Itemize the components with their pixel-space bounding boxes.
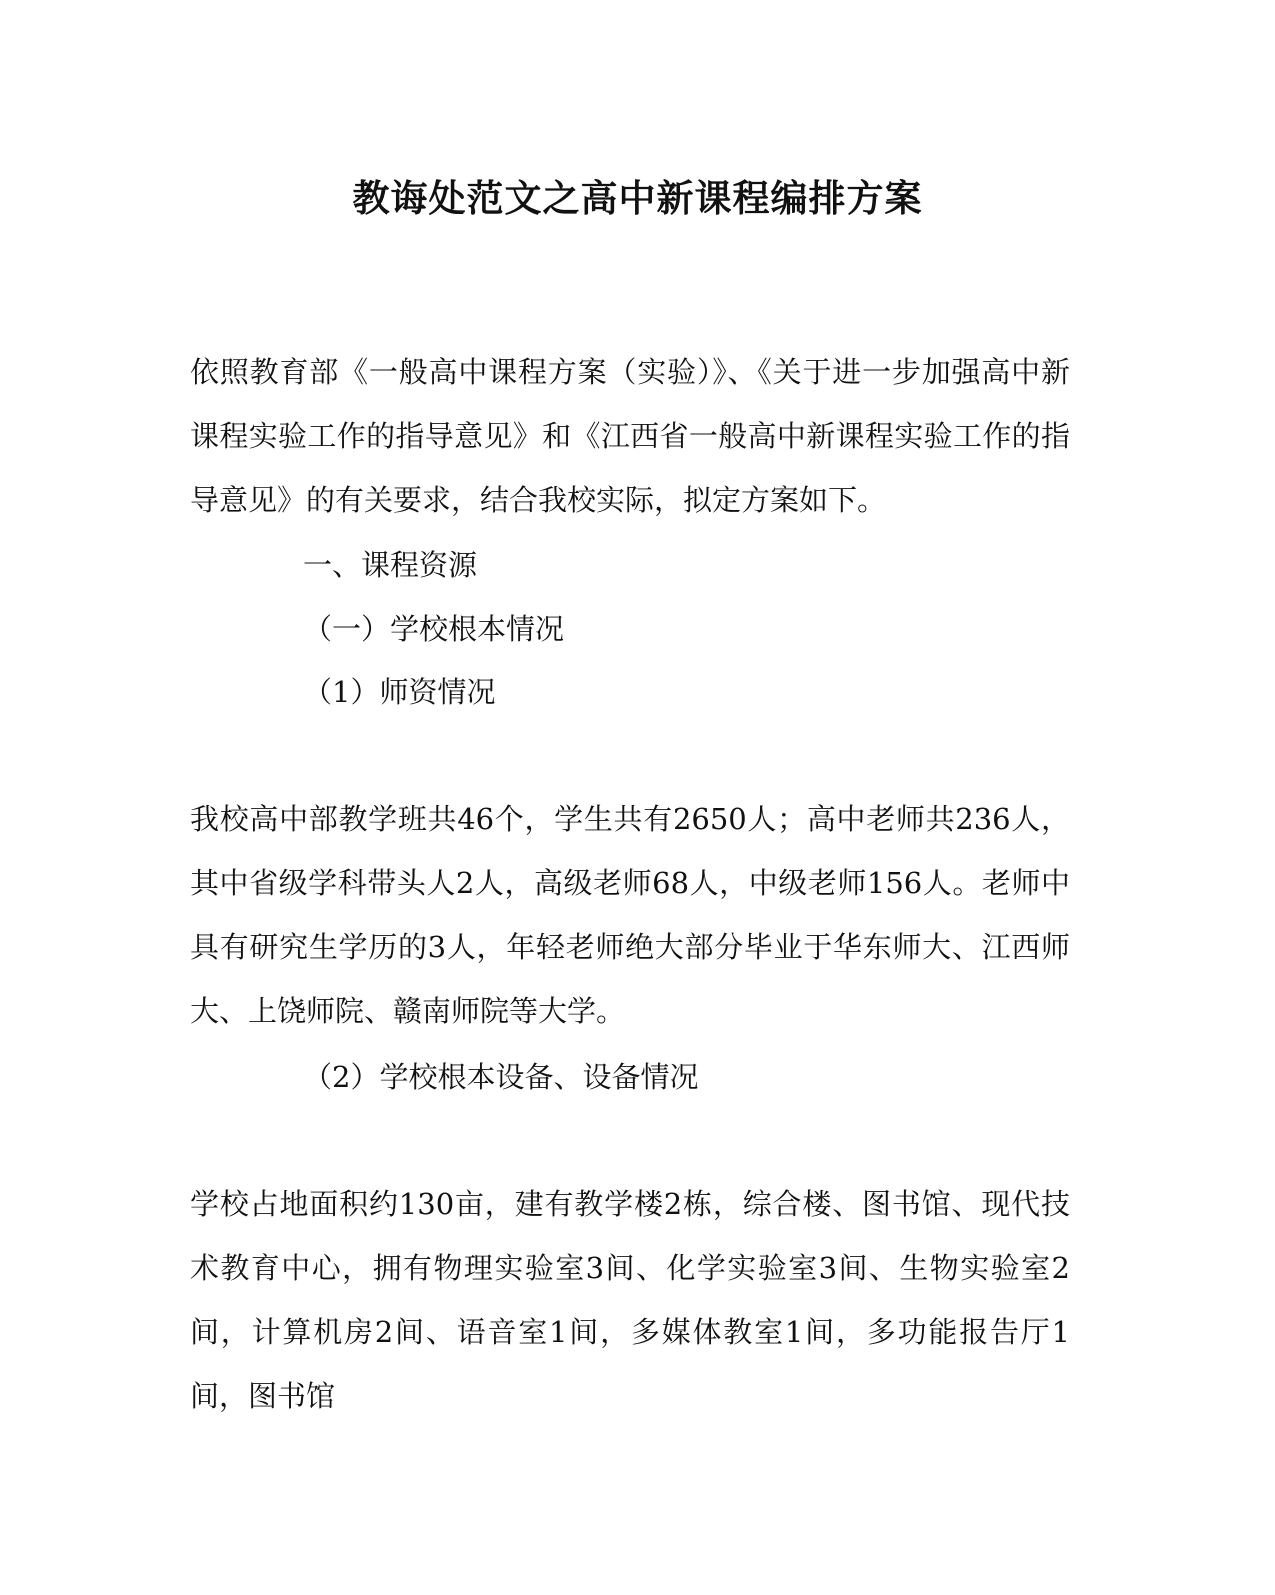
item-heading-teachers: （1）师资情况: [303, 675, 496, 709]
subsection-heading-school-basics: （一）学校根本情况: [303, 612, 565, 646]
section-heading-course-resources: 一、课程资源: [303, 548, 478, 582]
intro-paragraph: 依照教育部《一般高中课程方案（实验）》、《关于进一步加强高中新课程实验工作的指导意见》和《江西省一般高中新课程实验工作的指导意见》的有关要求，结合我校实际，拟定方案如下。: [190, 355, 1070, 517]
facilities-paragraph: 学校占地面积约130亩，建有教学楼2栋，综合楼、图书馆、现代技术教育中心，拥有物理实验室3间、化学实验室3间、生物实验室2间，计算机房2间、语音室1间，多媒体教室1间，多功能报告厅1间，图书馆: [190, 1187, 1070, 1413]
teachers-paragraph: 我校高中部教学班共46个，学生共有2650人；高中老师共236人，其中省级学科带头人2人，高级老师68人，中级老师156人。老师中具有研究生学历的3人，年轻老师绝大部分毕业于华东师大、江西师大、上饶师院、赣南师院等大学。: [190, 802, 1070, 1028]
item-heading-facilities: （2）学校根本设备、设备情况: [303, 1060, 699, 1094]
document-title: 教诲处范文之高中新课程编排方案: [352, 176, 923, 220]
